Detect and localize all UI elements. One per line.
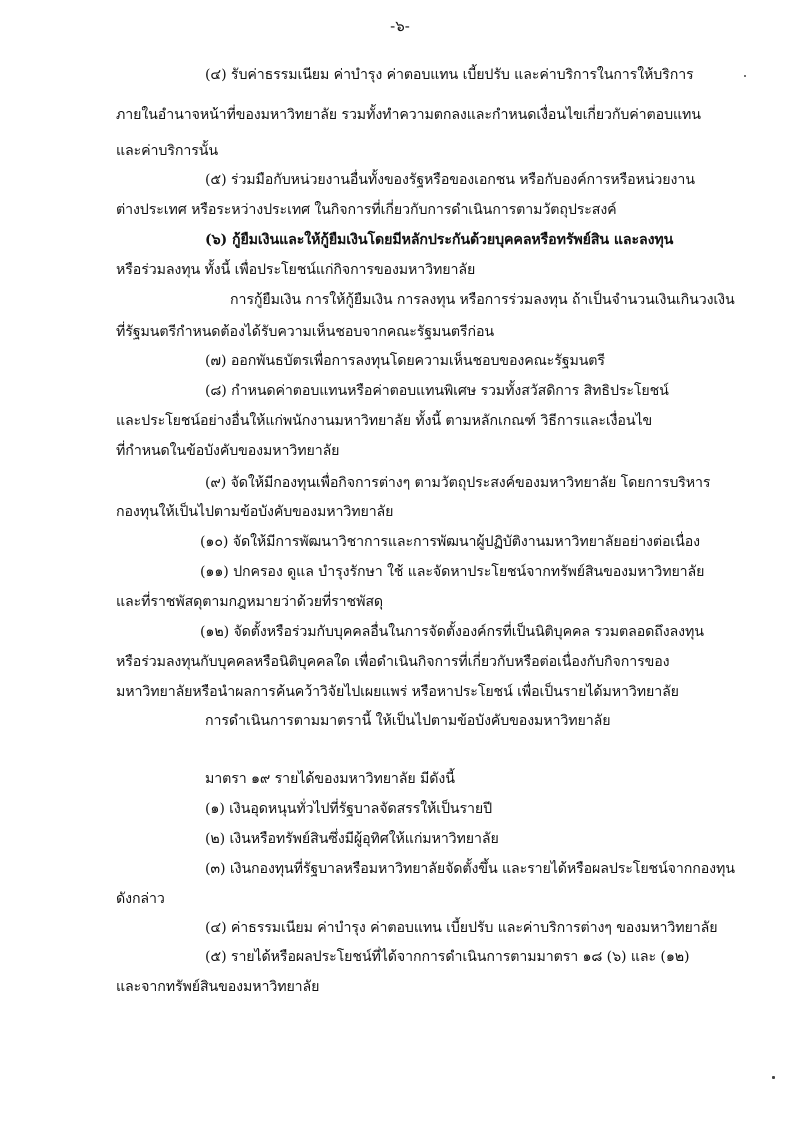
text-line: การกู้ยืมเงิน การให้กู้ยืมเงิน การลงทุน หรือการร่วมลงทุน ถ้าเป็นจำนวนเงินเกินวงเงิน	[230, 292, 735, 308]
text-line: (๑๐) จัดให้มีการพัฒนาวิชาการและการพัฒนาผู้ปฏิบัติงานมหาวิทยาลัยอย่างต่อเนื่อง	[200, 534, 701, 550]
text-line: ที่กำหนดในข้อบังคับของมหาวิทยาลัย	[116, 443, 340, 459]
section-heading: มาตรา ๑๙ รายได้ของมหาวิทยาลัย มีดังนี้	[205, 771, 455, 787]
text-line: ต่างประเทศ หรือระหว่างประเทศ ในกิจการที่เกี่ยวกับการดำเนินการตามวัตถุประสงค์	[116, 202, 617, 218]
text-line: (๔) ค่าธรรมเนียม ค่าบำรุง ค่าตอบแทน เบี้ยปรับ และค่าบริการต่างๆ ของมหาวิทยาลัย	[205, 920, 718, 936]
text-line: การดำเนินการตามมาตรานี้ ให้เป็นไปตามข้อบังคับของมหาวิทยาลัย	[205, 713, 611, 729]
text-line: (๑) เงินอุดหนุนทั่วไปที่รัฐบาลจัดสรรให้เป็นรายปี	[205, 801, 493, 817]
text-line: (๖) กู้ยืมเงินและให้กู้ยืมเงินโดยมีหลักประกันด้วยบุคคลหรือทรัพย์สิน และลงทุน	[205, 232, 674, 248]
text-line: (๒) เงินหรือทรัพย์สินซึ่งมีผู้อุทิศให้แก่มหาวิทยาลัย	[205, 831, 499, 847]
text-line: (๗) ออกพันธบัตรเพื่อการลงทุนโดยความเห็นชอบของคณะรัฐมนตรี	[205, 353, 605, 369]
text-line: (๔) รับค่าธรรมเนียม ค่าบำรุง ค่าตอบแทน เบี้ยปรับ และค่าบริการในการให้บริการ	[205, 67, 694, 83]
text-line: กองทุนให้เป็นไปตามข้อบังคับของมหาวิทยาลัย	[116, 504, 394, 520]
text-line: (๕) รายได้หรือผลประโยชน์ที่ได้จากการดำเนินการตามมาตรา ๑๘ (๖) และ (๑๒)	[205, 949, 690, 965]
text-line: ภายในอำนาจหน้าที่ของมหาวิทยาลัย รวมทั้งทำความตกลงและกำหนดเงื่อนไขเกี่ยวกับค่าตอบแทน	[116, 107, 701, 123]
text-line: และที่ราชพัสดุตามกฎหมายว่าด้วยที่ราชพัสดุ	[116, 594, 384, 610]
text-line: (๕) ร่วมมือกับหน่วยงานอื่นทั้งของรัฐหรือของเอกชน หรือกับองค์การหรือหน่วยงาน	[205, 172, 695, 188]
text-line: (๑๑) ปกครอง ดูแล บำรุงรักษา ใช้ และจัดหาประโยชน์จากทรัพย์สินของมหาวิทยาลัย	[200, 564, 705, 580]
text-line: (๑๒) จัดตั้งหรือร่วมกับบุคคลอื่นในการจัดตั้งองค์กรที่เป็นนิติบุคคล รวมตลอดถึงลงทุน	[200, 624, 704, 640]
text-line: และค่าบริการนั้น	[116, 143, 218, 159]
text-line: และประโยชน์อย่างอื่นให้แก่พนักงานมหาวิทยาลัย ทั้งนี้ ตามหลักเกณฑ์ วิธีการและเงื่อนไข	[116, 413, 653, 429]
scan-speck	[744, 75, 746, 77]
text-line: (๙) จัดให้มีกองทุนเพื่อกิจการต่างๆ ตามวัตถุประสงค์ของมหาวิทยาลัย โดยการบริหาร	[205, 475, 711, 491]
text-line: หรือร่วมลงทุนกับบุคคลหรือนิติบุคคลใด เพื่อดำเนินกิจการที่เกี่ยวกับหรือต่อเนื่องกับกิจการของ	[116, 654, 670, 670]
text-line: ที่รัฐมนตรีกำหนดต้องได้รับความเห็นชอบจากคณะรัฐมนตรีก่อน	[116, 324, 494, 340]
text-line: และจากทรัพย์สินของมหาวิทยาลัย	[116, 979, 320, 995]
text-line: มหาวิทยาลัยหรือนำผลการค้นคว้าวิจัยไปเผยแพร่ หรือหาประโยชน์ เพื่อเป็นรายได้มหาวิทยาลัย	[116, 684, 679, 700]
text-line: ดังกล่าว	[116, 891, 165, 907]
page-number: -๖-	[390, 17, 410, 35]
text-line: หรือร่วมลงทุน ทั้งนี้ เพื่อประโยชน์แก่กิจการของมหาวิทยาลัย	[116, 262, 476, 278]
scan-speck	[772, 1076, 775, 1079]
text-line: (๘) กำหนดค่าตอบแทนหรือค่าตอบแทนพิเศษ รวมทั้งสวัสดิการ สิทธิประโยชน์	[205, 383, 669, 399]
text-line: (๓) เงินกองทุนที่รัฐบาลหรือมหาวิทยาลัยจัดตั้งขึ้น และรายได้หรือผลประโยชน์จากกองทุน	[205, 861, 735, 877]
